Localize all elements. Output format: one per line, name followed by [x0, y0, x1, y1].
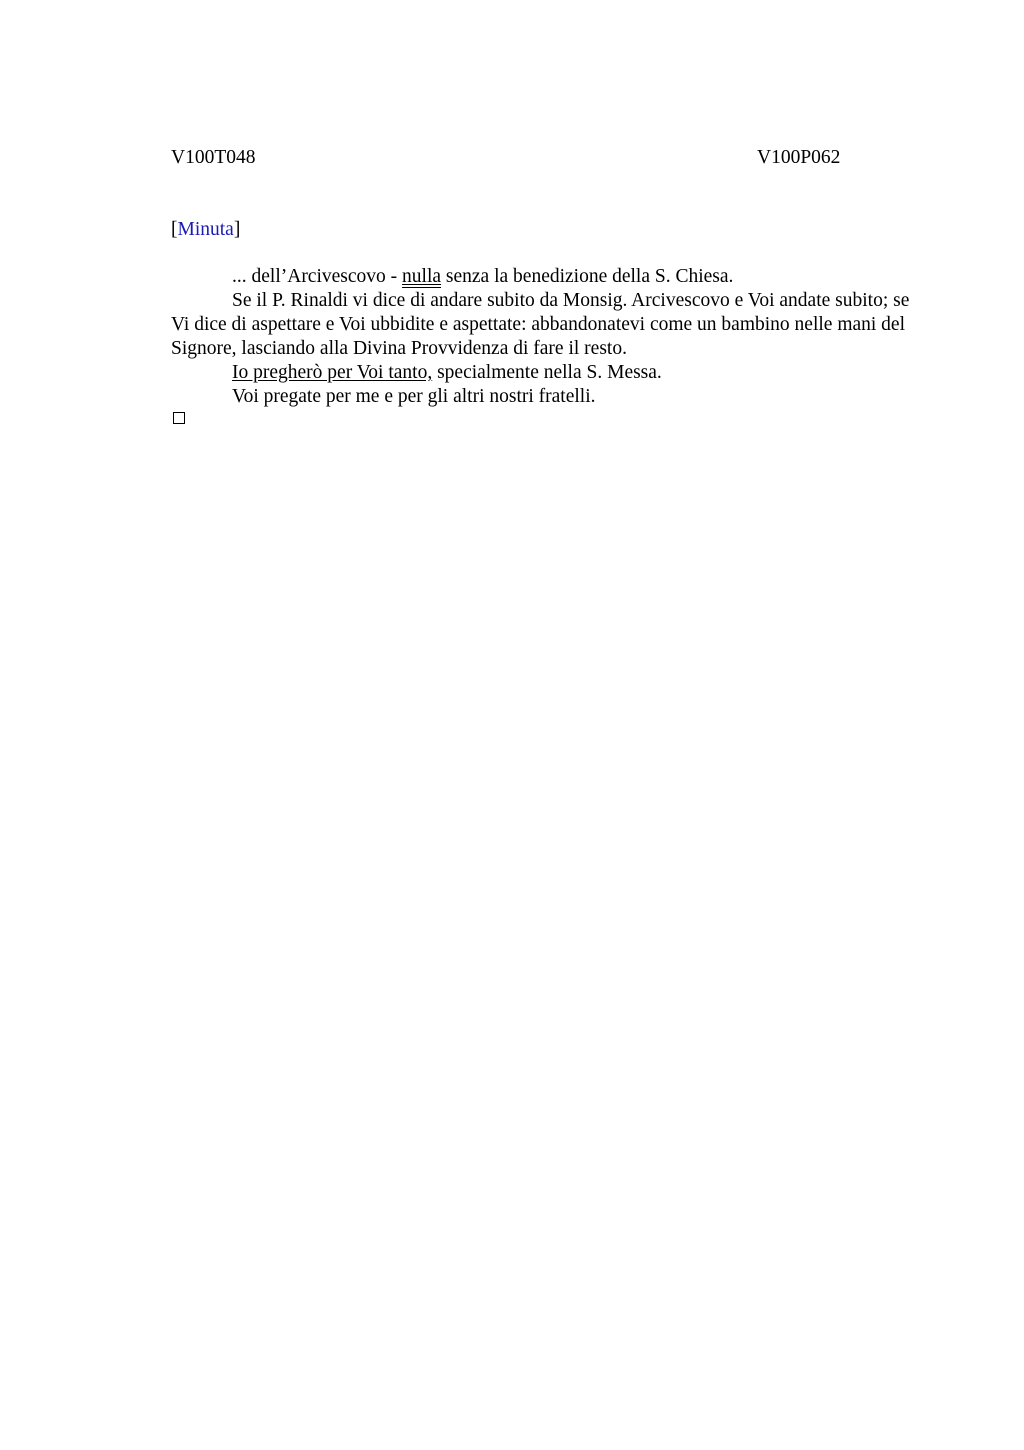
paragraph-4: Voi pregate per me e per gli altri nostri fratelli.	[232, 386, 596, 407]
square-outline-icon	[173, 412, 185, 424]
open-bracket: [	[171, 219, 178, 240]
paragraph-1-underlined: nulla	[402, 266, 442, 287]
paragraph-3-underlined: Io pregherò per Voi tanto,	[232, 362, 433, 383]
document-type-label	[171, 218, 240, 242]
paragraph-1-post: senza la benedizione della S. Chiesa.	[441, 266, 734, 287]
paragraph-2: Se il P. Rinaldi vi dice di andare subito da Monsig. Arcivescovo e Voi andate subito; se Vi dice di aspettare e Voi ubbidite e aspettate: abbandonatevi come un bambino nelle mani del Signore, lasciando alla Divina Provvidenza di fare il resto.	[171, 290, 910, 359]
paragraph-1	[171, 265, 919, 289]
paragraph-1-pre: ... dell’Arcivescovo -	[232, 266, 403, 287]
close-bracket: ]	[233, 219, 241, 240]
document-code-left: V100T048	[171, 147, 256, 168]
letter-body	[171, 265, 919, 409]
document-code-right: V100P062	[757, 147, 841, 168]
minuta-label: Minuta	[177, 219, 234, 240]
paragraph-3	[171, 361, 919, 385]
paragraph-3-post: specialmente nella S. Messa.	[432, 362, 662, 383]
